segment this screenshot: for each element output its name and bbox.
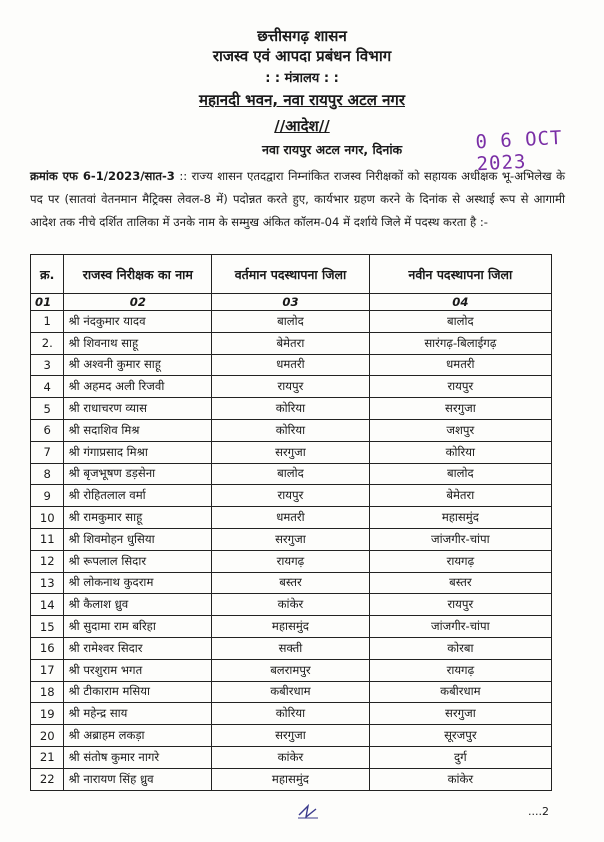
row-inspector-name: श्री नंदकुमार यादव [64,311,212,333]
row-inspector-name: श्री परशुराम भगत [64,659,212,681]
row-new-district: सरगुजा [369,398,551,420]
column-number-row [31,294,552,311]
table-row [31,768,552,790]
row-new-district: बस्तर [369,572,551,594]
row-inspector-name: श्री रूपलाल सिदार [64,550,212,572]
row-serial: 16 [31,637,64,659]
row-current-district: बालोद [212,311,369,333]
row-new-district: दुर्ग [369,746,551,768]
row-new-district: धमतरी [369,354,551,376]
table-row [31,441,552,463]
page-continuation: ....2 [528,805,549,818]
row-inspector-name: श्री अब्राहम लकड़ा [64,725,212,747]
table-row [31,463,552,485]
row-inspector-name: श्री अहमद अली रिजवी [64,376,212,398]
table-row [31,550,552,572]
row-inspector-name: श्री टीकाराम मसिया [64,681,212,703]
row-inspector-name: श्री अश्वनी कुमार साहू [64,354,212,376]
row-serial: 12 [31,550,64,572]
row-new-district: रायगढ़ [369,550,551,572]
table-row [31,507,552,529]
row-new-district: कोरिया [369,441,551,463]
header-name: राजस्व निरीक्षक का नाम [64,255,212,294]
row-inspector-name: श्री सुदामा राम बरिहा [64,616,212,638]
row-current-district: महासमुंद [212,616,369,638]
table-row [31,703,552,725]
govt-title: छत्तीसगढ़ शासन [257,27,347,45]
signature-mark [296,800,320,822]
header-current-district: वर्तमान पदस्थापना जिला [212,255,369,294]
row-current-district: बालोद [212,463,369,485]
row-inspector-name: श्री महेन्द्र साय [64,703,212,725]
table-row [31,594,552,616]
col-number: 01 [31,294,64,311]
row-serial: 3 [31,354,64,376]
row-new-district: जशपुर [369,419,551,441]
row-new-district: कांकेर [369,768,551,790]
header-serial: क्र. [31,255,64,294]
row-new-district: रायपुर [369,594,551,616]
row-new-district: महासमुंद [369,507,551,529]
row-serial: 19 [31,703,64,725]
row-new-district: रायपुर [369,376,551,398]
row-current-district: कोरिया [212,419,369,441]
table-row [31,376,552,398]
row-inspector-name: श्री सदाशिव मिश्र [64,419,212,441]
address-line: महानदी भवन, नवा रायपुर अटल नगर [198,91,406,109]
row-inspector-name: श्री नारायण सिंह ध्रुव [64,768,212,790]
row-inspector-name: श्री कैलाश ध्रुव [64,594,212,616]
ministry-label: : : मंत्रालय : : [265,71,339,86]
row-inspector-name: श्री बृजभूषण डड़सेना [64,463,212,485]
row-serial: 13 [31,572,64,594]
row-new-district: जांजगीर-चांपा [369,528,551,550]
table-header-row [31,255,552,294]
row-current-district: सरगुजा [212,725,369,747]
row-serial: 9 [31,485,64,507]
row-serial: 11 [31,528,64,550]
order-number: क्रमांक एफ 6-1/2023/सात-3 [30,169,175,183]
table-row [31,746,552,768]
row-serial: 8 [31,463,64,485]
row-current-district: कबीरधाम [212,681,369,703]
row-current-district: सरगुजा [212,441,369,463]
row-serial: 6 [31,419,64,441]
row-current-district: महासमुंद [212,768,369,790]
row-serial: 21 [31,746,64,768]
row-serial: 18 [31,681,64,703]
posting-table [30,254,552,791]
row-current-district: धमतरी [212,354,369,376]
row-inspector-name: श्री राधाचरण व्यास [64,398,212,420]
table-row [31,485,552,507]
row-new-district: जांजगीर-चांपा [369,616,551,638]
table-row [31,681,552,703]
table-row [31,354,552,376]
row-new-district: बेमेतरा [369,485,551,507]
row-current-district: बस्तर [212,572,369,594]
row-inspector-name: श्री लोकनाथ कुदराम [64,572,212,594]
row-current-district: सक्ती [212,637,369,659]
row-current-district: सरगुजा [212,528,369,550]
row-new-district: बालोद [369,311,551,333]
row-inspector-name: श्री संतोष कुमार नागरे [64,746,212,768]
order-paragraph [30,165,565,234]
row-new-district: सूरजपुर [369,725,551,747]
row-inspector-name: श्री रामेश्वर सिदार [64,637,212,659]
department-title: राजस्व एवं आपदा प्रबंधन विभाग [212,47,392,65]
row-inspector-name: श्री रोहितलाल वर्मा [64,485,212,507]
row-current-district: रायगढ़ [212,550,369,572]
row-current-district: बलरामपुर [212,659,369,681]
row-serial: 10 [31,507,64,529]
col-number: 04 [369,294,551,311]
row-serial: 22 [31,768,64,790]
table-row [31,725,552,747]
row-serial: 15 [31,616,64,638]
row-current-district: कांकेर [212,746,369,768]
row-current-district: रायपुर [212,485,369,507]
row-inspector-name: श्री शिवनाथ साहू [64,332,212,354]
col-number: 03 [212,294,369,311]
header-new-district: नवीन पदस्थापना जिला [369,255,551,294]
table-row [31,398,552,420]
row-new-district: कोरबा [369,637,551,659]
row-current-district: रायपुर [212,376,369,398]
row-new-district: कबीरधाम [369,681,551,703]
table-row [31,332,552,354]
row-inspector-name: श्री शिवमोहन धुसिया [64,528,212,550]
row-current-district: कोरिया [212,703,369,725]
table-row [31,659,552,681]
row-current-district: कांकेर [212,594,369,616]
table-row [31,419,552,441]
order-text: :: राज्य शासन एतदद्वारा निम्नांकित राजस्व निरीक्षकों को सहायक अधीक्षक भू-अभिलेख के पद पर (सातवां वेतनमान मैट्रिक्स लेवल-8 में) पदोन्नत करते हुए, कार्यभार ग्रहण करने के दिनांक से अस्थाई रूप से आगामी आदेश तक नीचे दर्शित तालिका में उनके नाम के सम्मुख अंकित कॉलम-04 में दर्शाये जिले में पदस्थ करता है :- [30,169,565,229]
row-serial: 1 [31,311,64,333]
row-serial: 14 [31,594,64,616]
col-number: 02 [64,294,212,311]
row-serial: 20 [31,725,64,747]
row-new-district: रायगढ़ [369,659,551,681]
table-body [31,311,552,791]
row-current-district: कोरिया [212,398,369,420]
row-inspector-name: श्री रामकुमार साहू [64,507,212,529]
date-stamp: 0 6 OCT 2023 [474,126,564,176]
table-row [31,637,552,659]
row-serial: 17 [31,659,64,681]
row-new-district: सरगुजा [369,703,551,725]
row-current-district: धमतरी [212,507,369,529]
table-row [31,572,552,594]
row-serial: 5 [31,398,64,420]
row-serial: 7 [31,441,64,463]
table-row [31,616,552,638]
order-heading-text: //आदेश// [274,117,330,135]
row-serial: 2. [31,332,64,354]
row-new-district: सारंगढ़-बिलाईगढ़ [369,332,551,354]
row-current-district: बेमेतरा [212,332,369,354]
table-row [31,311,552,333]
row-new-district: बालोद [369,463,551,485]
row-serial: 4 [31,376,64,398]
row-inspector-name: श्री गंगाप्रसाद मिश्रा [64,441,212,463]
table-row [31,528,552,550]
place-date-label: नवा रायपुर अटल नगर, दिनांक [262,142,403,157]
